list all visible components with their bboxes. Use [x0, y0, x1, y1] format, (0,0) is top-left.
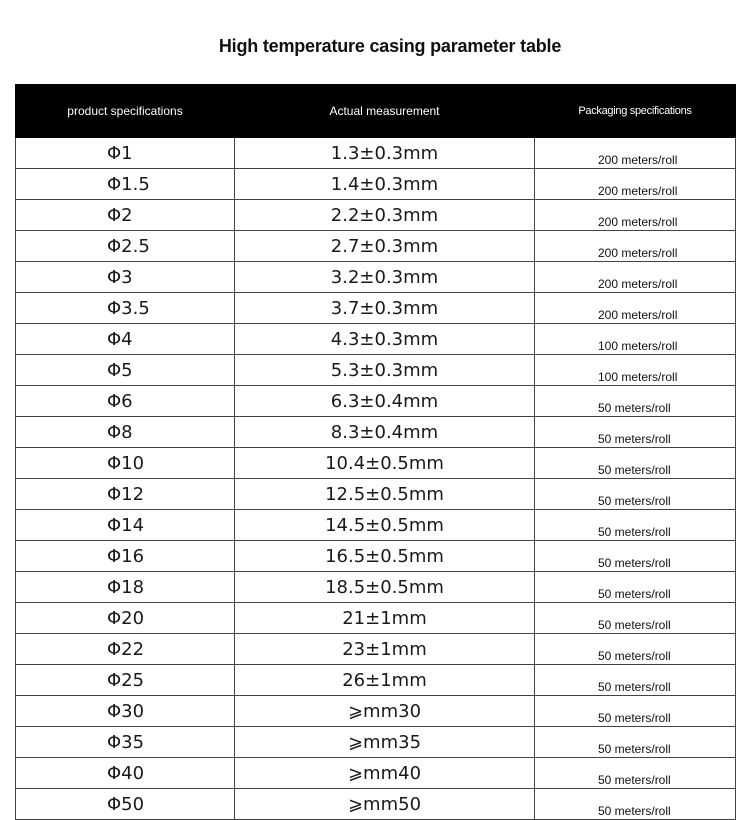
measurement-cell: 14.5±0.5mm: [235, 510, 535, 541]
spec-cell: Φ30: [16, 696, 235, 727]
table-row: [16, 293, 736, 324]
table-row: [16, 603, 736, 634]
measurement-cell: 21±1mm: [235, 603, 535, 634]
table-row: [16, 138, 736, 169]
spec-cell: Φ20: [16, 603, 235, 634]
packaging-cell: 50 meters/roll: [535, 634, 736, 665]
measurement-cell: 16.5±0.5mm: [235, 541, 535, 572]
spec-cell: Φ5: [16, 355, 235, 386]
spec-cell: Φ35: [16, 727, 235, 758]
table-row: [16, 727, 736, 758]
measurement-cell: 18.5±0.5mm: [235, 572, 535, 603]
packaging-cell: 200 meters/roll: [535, 262, 736, 293]
header-row: [16, 85, 736, 138]
table-body: [16, 138, 736, 820]
packaging-cell: 50 meters/roll: [535, 448, 736, 479]
table-row: [16, 696, 736, 727]
table-row: [16, 169, 736, 200]
header-packaging-specifications: Packaging specifications: [535, 85, 736, 138]
spec-cell: Φ2.5: [16, 231, 235, 262]
packaging-cell: 50 meters/roll: [535, 758, 736, 789]
packaging-cell: 50 meters/roll: [535, 727, 736, 758]
measurement-cell: 8.3±0.4mm: [235, 417, 535, 448]
table-row: [16, 541, 736, 572]
table-row: [16, 789, 736, 820]
measurement-cell: ⩾mm30: [235, 696, 535, 727]
packaging-cell: 200 meters/roll: [535, 138, 736, 169]
measurement-cell: ⩾mm35: [235, 727, 535, 758]
table-row: [16, 231, 736, 262]
table-row: [16, 417, 736, 448]
measurement-cell: 1.4±0.3mm: [235, 169, 535, 200]
packaging-cell: 50 meters/roll: [535, 603, 736, 634]
measurement-cell: 3.2±0.3mm: [235, 262, 535, 293]
measurement-cell: 23±1mm: [235, 634, 535, 665]
parameter-table: [15, 84, 736, 820]
packaging-cell: 50 meters/roll: [535, 789, 736, 820]
packaging-cell: 50 meters/roll: [535, 510, 736, 541]
table-row: [16, 634, 736, 665]
spec-cell: Φ22: [16, 634, 235, 665]
header-actual-measurement: Actual measurement: [235, 85, 535, 138]
measurement-cell: 3.7±0.3mm: [235, 293, 535, 324]
packaging-cell: 200 meters/roll: [535, 231, 736, 262]
measurement-cell: 10.4±0.5mm: [235, 448, 535, 479]
spec-cell: Φ2: [16, 200, 235, 231]
spec-cell: Φ50: [16, 789, 235, 820]
packaging-cell: 50 meters/roll: [535, 572, 736, 603]
spec-cell: Φ1.5: [16, 169, 235, 200]
packaging-cell: 200 meters/roll: [535, 169, 736, 200]
table-row: [16, 200, 736, 231]
header-product-specifications: product specifications: [16, 85, 235, 138]
spec-cell: Φ40: [16, 758, 235, 789]
table-row: [16, 479, 736, 510]
spec-cell: Φ4: [16, 324, 235, 355]
table-row: [16, 355, 736, 386]
page-title: High temperature casing parameter table: [218, 36, 562, 56]
measurement-cell: 1.3±0.3mm: [235, 138, 535, 169]
spec-cell: Φ10: [16, 448, 235, 479]
measurement-cell: ⩾mm50: [235, 789, 535, 820]
packaging-cell: 50 meters/roll: [535, 665, 736, 696]
measurement-cell: 6.3±0.4mm: [235, 386, 535, 417]
measurement-cell: 4.3±0.3mm: [235, 324, 535, 355]
packaging-cell: 50 meters/roll: [535, 541, 736, 572]
measurement-cell: 2.7±0.3mm: [235, 231, 535, 262]
measurement-cell: 5.3±0.3mm: [235, 355, 535, 386]
spec-cell: Φ8: [16, 417, 235, 448]
packaging-cell: 50 meters/roll: [535, 386, 736, 417]
spec-cell: Φ12: [16, 479, 235, 510]
table-row: [16, 386, 736, 417]
spec-cell: Φ3.5: [16, 293, 235, 324]
spec-cell: Φ18: [16, 572, 235, 603]
spec-cell: Φ14: [16, 510, 235, 541]
table-row: [16, 448, 736, 479]
table-row: [16, 510, 736, 541]
packaging-cell: 50 meters/roll: [535, 696, 736, 727]
table-row: [16, 572, 736, 603]
spec-cell: Φ25: [16, 665, 235, 696]
packaging-cell: 100 meters/roll: [535, 355, 736, 386]
packaging-cell: 200 meters/roll: [535, 293, 736, 324]
measurement-cell: 12.5±0.5mm: [235, 479, 535, 510]
table-row: [16, 758, 736, 789]
spec-cell: Φ6: [16, 386, 235, 417]
spec-cell: Φ1: [16, 138, 235, 169]
spec-cell: Φ16: [16, 541, 235, 572]
packaging-cell: 100 meters/roll: [535, 324, 736, 355]
table-header: [16, 85, 736, 138]
table-row: [16, 262, 736, 293]
packaging-cell: 50 meters/roll: [535, 479, 736, 510]
measurement-cell: ⩾mm40: [235, 758, 535, 789]
packaging-cell: 200 meters/roll: [535, 200, 736, 231]
measurement-cell: 2.2±0.3mm: [235, 200, 535, 231]
table-row: [16, 324, 736, 355]
measurement-cell: 26±1mm: [235, 665, 535, 696]
packaging-cell: 50 meters/roll: [535, 417, 736, 448]
table-row: [16, 665, 736, 696]
spec-cell: Φ3: [16, 262, 235, 293]
